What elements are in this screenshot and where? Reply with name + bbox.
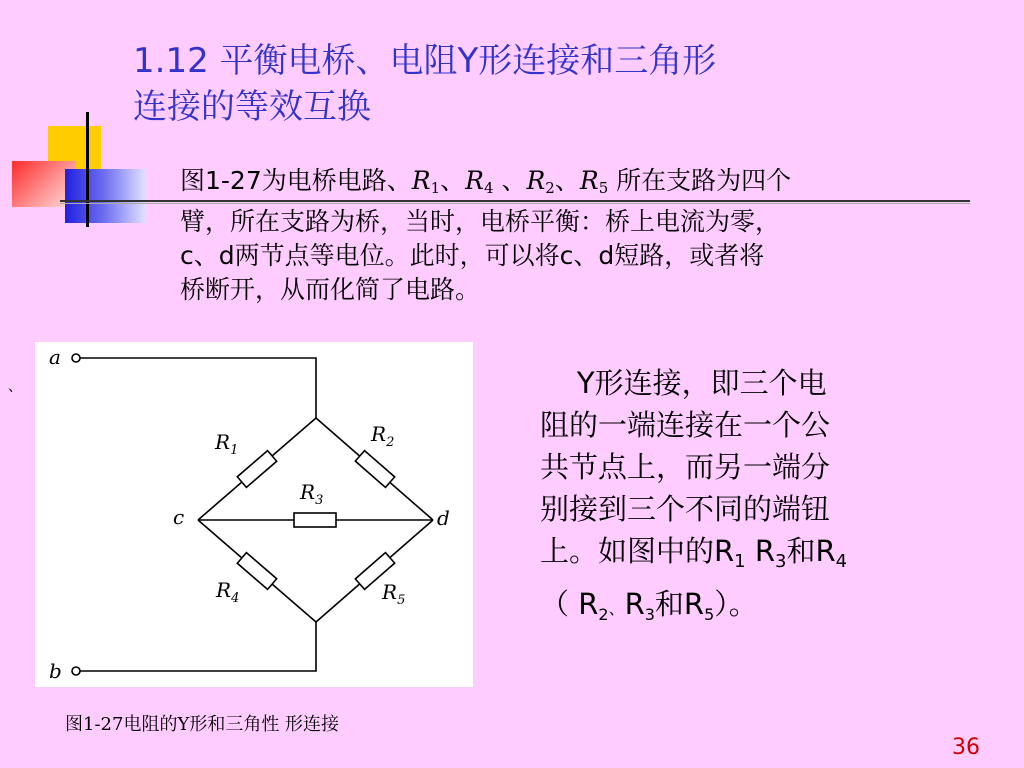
r-letter: R <box>371 422 387 446</box>
subscript: 2 <box>386 435 395 450</box>
wire-b-bottom <box>80 622 316 671</box>
decor-vertical-line <box>86 112 89 227</box>
subscript: 5 <box>704 605 715 624</box>
text-fragment: 图1-27为电桥电路、 <box>180 166 412 195</box>
subscript: 1 <box>230 443 239 458</box>
r3-label <box>299 480 323 508</box>
subscript: 2 <box>598 605 609 624</box>
bridge-description <box>180 164 1000 307</box>
text-fragment: 上。如图中的R <box>540 534 735 568</box>
title-line-1: 1.12 平衡电桥、电阻Y形连接和三角形 <box>133 41 717 81</box>
subscript: 3 <box>315 493 324 508</box>
r-letter: R <box>382 580 398 604</box>
subscript: 1 <box>430 179 441 197</box>
text-fragment: 和R <box>654 587 705 621</box>
separator: 、 <box>554 166 580 195</box>
text-fragment: R <box>624 587 645 621</box>
y-description-line-1: Y形连接，即三个电 <box>540 366 827 400</box>
resistor-r1-label <box>412 166 440 195</box>
subscript: 1 <box>734 551 746 572</box>
resistor-r2-label <box>526 166 554 195</box>
node-b-label: b <box>49 659 62 683</box>
bridge-description-line-2: 臂，所在支路为桥，当时，电桥平衡：桥上电流为零， <box>180 207 781 236</box>
r-letter: R <box>579 166 599 195</box>
r5-label <box>381 580 405 608</box>
bridge-circuit-figure <box>35 342 473 687</box>
y-description-line-6 <box>540 583 1010 636</box>
text-fragment: 所在支路为四个 <box>608 166 792 195</box>
y-description-line-3: 共节点上，而另一端分 <box>540 450 831 484</box>
terminal-a-circle <box>72 354 80 362</box>
r-letter: R <box>526 166 546 195</box>
resistor-r4 <box>237 553 276 590</box>
bridge-circuit-diagram <box>35 342 473 687</box>
subscript: 5 <box>598 179 609 197</box>
r1-label <box>214 430 238 458</box>
text-fragment: 和R <box>786 534 836 568</box>
y-description-line-4: 别接到三个不同的端钮 <box>540 492 831 526</box>
wire-a-top <box>80 358 316 418</box>
r-letter: R <box>215 430 231 454</box>
resistor-r2 <box>355 451 394 488</box>
r2-label <box>370 422 394 450</box>
decor-blue-square <box>65 169 145 223</box>
text-fragment: ）。 <box>714 587 758 621</box>
r-letter: R <box>216 578 232 602</box>
r4-label <box>215 578 239 606</box>
subscript: 2 <box>545 179 555 197</box>
subscript: 5 <box>397 593 406 608</box>
subscript: 4 <box>835 551 848 572</box>
subscript: 4 <box>483 179 494 197</box>
y-description-line-5 <box>540 530 1010 583</box>
separator: 、 <box>608 599 625 618</box>
title-line-2: 连接的等效互换 <box>133 87 371 127</box>
resistor-r3 <box>294 513 336 527</box>
r-letter: R <box>411 166 431 195</box>
node-a-label: a <box>49 345 61 369</box>
resistor-r5-label <box>580 166 608 195</box>
subscript: 4 <box>231 591 240 606</box>
subscript: 3 <box>644 605 655 624</box>
y-description-line-2: 阻的一端连接在一个公 <box>540 408 831 442</box>
bridge-description-line-3: c、d两节点等电位。此时，可以将c、d短路，或者将 <box>180 241 765 270</box>
node-c-label: c <box>173 505 185 529</box>
text-fragment: R <box>745 534 775 568</box>
terminal-b-circle <box>72 667 80 675</box>
node-d-label: d <box>437 506 450 530</box>
stray-mark: 、 <box>8 379 22 395</box>
page-number: 36 <box>952 735 980 760</box>
bridge-description-line-1 <box>180 164 1000 205</box>
resistor-r1 <box>237 451 276 488</box>
subscript: 3 <box>774 551 787 572</box>
figure-caption: 图1-27电阻的Y形和三角性 形连接 <box>65 714 340 735</box>
slide-title <box>133 38 993 130</box>
bridge-description-line-4: 桥断开，从而化简了电路。 <box>180 275 481 304</box>
resistor-r4-label <box>465 166 493 195</box>
r-letter: R <box>465 166 484 195</box>
text-fragment: （ R <box>540 587 599 621</box>
separator: 、 <box>493 166 527 195</box>
r-letter: R <box>300 480 316 504</box>
separator: 、 <box>440 166 466 195</box>
y-connection-description <box>540 362 1010 636</box>
